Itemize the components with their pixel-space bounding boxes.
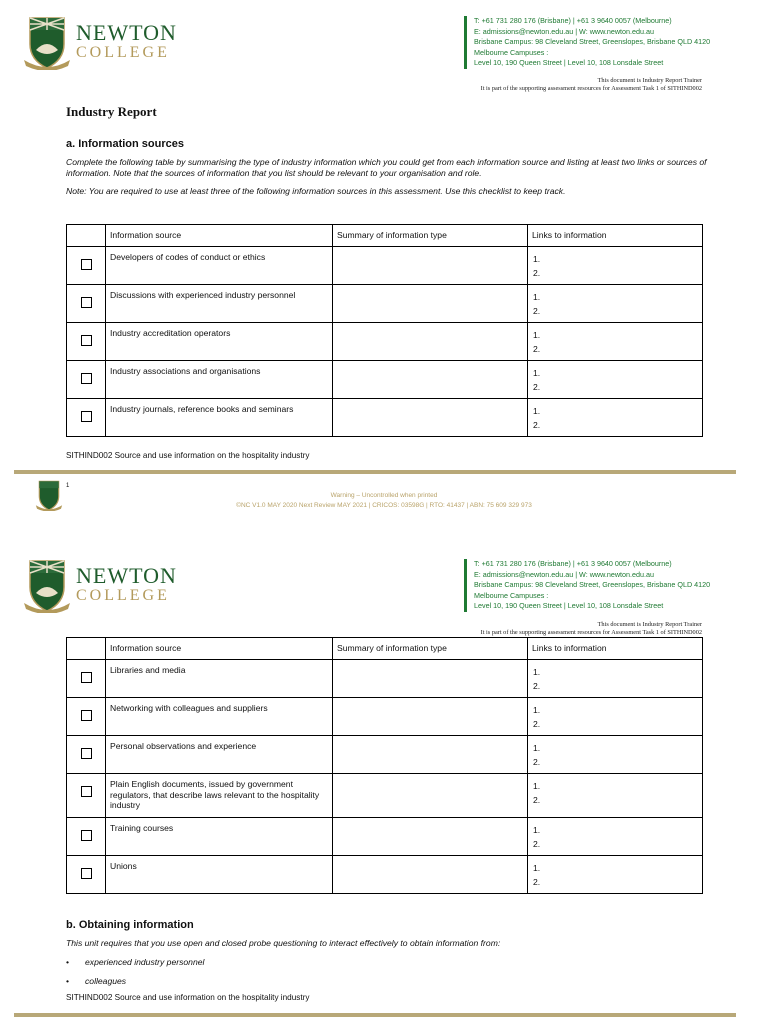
summary-cell[interactable] [333,323,528,361]
table-row [67,698,703,736]
list-item: • experienced industry personnel [66,957,205,967]
source-cell: Industry associations and organisations [106,361,333,399]
contact-block [464,559,710,612]
table-row [67,736,703,774]
summary-cell[interactable] [333,399,528,437]
contact-email-web: E: admissions@newton.edu.au | W: www.newton.edu.au [474,26,655,36]
document-note [481,621,702,636]
table-row [67,247,703,285]
source-cell: Personal observations and experience [106,736,333,774]
row-checkbox[interactable] [67,361,106,399]
links-cell[interactable] [528,660,703,698]
link-1[interactable]: 1. [533,781,541,791]
checkbox-icon[interactable] [81,259,92,270]
row-checkbox[interactable] [67,698,106,736]
summary-cell[interactable] [333,736,528,774]
checkbox-icon[interactable] [81,710,92,721]
table-row [67,856,703,894]
checkbox-icon[interactable] [81,672,92,683]
college-logo [22,553,202,617]
contact-phone: T: +61 731 280 176 (Brisbane) | +61 3 9640 0057 (Melbourne) [474,16,672,25]
source-cell: Plain English documents, issued by government regulators, that describe laws relevant to the hospitality industry [106,774,333,818]
logo-name-top: NEWTON [76,563,177,588]
page-number: 1 [66,483,70,489]
row-checkbox[interactable] [67,736,106,774]
row-checkbox[interactable] [67,323,106,361]
summary-cell[interactable] [333,660,528,698]
link-2[interactable]: 2. [533,795,541,805]
link-2[interactable]: 2. [533,420,541,430]
summary-cell[interactable] [333,285,528,323]
summary-cell[interactable] [333,818,528,856]
header-cell: Links to information [528,225,703,247]
row-checkbox[interactable] [67,856,106,894]
source-cell: Developers of codes of conduct or ethics [106,247,333,285]
links-cell[interactable] [528,323,703,361]
bullet-text: colleagues [85,976,127,986]
summary-cell[interactable] [333,698,528,736]
links-cell[interactable] [528,361,703,399]
contact-brisbane: Brisbane Campus: 98 Cleveland Street, Greenslopes, Brisbane QLD 4120 [474,37,711,46]
crest-icon [22,557,72,613]
sources-table-1 [66,224,703,437]
row-checkbox[interactable] [67,774,106,818]
row-checkbox[interactable] [67,818,106,856]
link-1[interactable]: 1. [533,254,541,264]
doc-note-line1: This document is Industry Report Trainer [597,77,702,84]
link-2[interactable]: 2. [533,839,541,849]
links-cell[interactable] [528,818,703,856]
doc-note-line2: It is part of the supporting assessment resources for Assessment Task 1 of SITHIND002 [480,628,702,636]
sources-table-2 [66,637,703,894]
link-1[interactable]: 1. [533,292,541,302]
link-1[interactable]: 1. [533,406,541,416]
warning-text: Warning – Uncontrolled when printed [330,492,438,499]
checkbox-icon[interactable] [81,335,92,346]
contact-melbourne-label: Melbourne Campuses : [474,47,549,57]
unit-footer: SITHIND002 Source and use information on the hospitality industry [66,451,310,460]
section-b-text: This unit requires that you use open and closed probe questioning to interact effectively to obtain information from: [66,938,501,948]
list-item: • colleagues [66,976,127,986]
link-2[interactable]: 2. [533,681,541,691]
header-cell: Summary of information type [333,638,528,660]
table-row [67,774,703,818]
bullet-list [66,957,204,995]
link-1[interactable]: 1. [533,667,541,677]
link-2[interactable]: 2. [533,306,541,316]
checkbox-icon[interactable] [81,297,92,308]
document-note [481,77,702,92]
section-b-heading: b. Obtaining information [66,919,194,931]
unit-footer: SITHIND002 Source and use information on the hospitality industry [66,993,310,1002]
checkbox-icon[interactable] [81,373,92,384]
table-row [67,323,703,361]
instructions: Complete the following table by summarising the type of industry information which you could get from each information source and listing at least two links or sources of information. Note that the sources of information that you list should be relevant to your organisation and role. [66,157,707,178]
source-cell: Libraries and media [106,660,333,698]
contact-block [464,16,710,69]
links-cell[interactable] [528,856,703,894]
header-cell: Links to information [528,638,703,660]
table-row [67,361,703,399]
table-row [67,399,703,437]
contact-brisbane: Brisbane Campus: 98 Cleveland Street, Greenslopes, Brisbane QLD 4120 [474,580,711,589]
link-2[interactable]: 2. [533,344,541,354]
college-logo [22,10,202,74]
header-cell: Summary of information type [333,225,528,247]
logo-name-top: NEWTON [76,20,177,45]
header-cell [67,638,106,660]
checkbox-icon[interactable] [81,411,92,422]
source-cell: Networking with colleagues and suppliers [106,698,333,736]
table-row [67,818,703,856]
header-cell: Information source [106,225,333,247]
links-cell[interactable] [528,399,703,437]
link-1[interactable]: 1. [533,743,541,753]
row-checkbox[interactable] [67,247,106,285]
link-1[interactable]: 1. [533,368,541,378]
links-cell[interactable] [528,247,703,285]
links-cell[interactable] [528,736,703,774]
source-cell: Discussions with experienced industry personnel [106,285,333,323]
link-1[interactable]: 1. [533,825,541,835]
header-cell [67,225,106,247]
source-cell: Training courses [106,818,333,856]
note: Note: You are required to use at least three of the following information sources in this assessment. Use this checklist to keep track. [66,186,566,196]
contact-phone: T: +61 731 280 176 (Brisbane) | +61 3 9640 0057 (Melbourne) [474,559,672,568]
table-row [67,285,703,323]
checkbox-icon[interactable] [81,868,92,879]
link-2[interactable]: 2. [533,757,541,767]
source-cell: Unions [106,856,333,894]
doc-note-line1: This document is Industry Report Trainer [597,621,702,628]
row-checkbox[interactable] [67,399,106,437]
checkbox-icon[interactable] [81,748,92,759]
table-row [67,660,703,698]
link-2[interactable]: 2. [533,719,541,729]
row-checkbox[interactable] [67,660,106,698]
footer-rule [14,470,736,474]
version-text: ©NC V1.0 MAY 2020 Next Review MAY 2021 | CRICOS: 03598G | RTO: 41437 | ABN: 75 609 329 973 [236,502,532,509]
summary-cell[interactable] [333,856,528,894]
row-checkbox[interactable] [67,285,106,323]
summary-cell[interactable] [333,774,528,818]
contact-melbourne-label: Melbourne Campuses : [474,590,549,600]
link-2[interactable]: 2. [533,382,541,392]
source-cell: Industry journals, reference books and seminars [106,399,333,437]
checkbox-icon[interactable] [81,830,92,841]
table-header-row [67,638,703,660]
link-1[interactable]: 1. [533,705,541,715]
links-cell[interactable] [528,285,703,323]
link-1[interactable]: 1. [533,863,541,873]
section-a-heading: a. Information sources [66,138,184,150]
doc-note-line2: It is part of the supporting assessment resources for Assessment Task 1 of SITHIND002 [480,84,702,92]
crest-icon [22,14,72,70]
summary-cell[interactable] [333,361,528,399]
page-footer-text [0,491,768,511]
contact-melbourne: Level 10, 190 Queen Street | Level 10, 108 Lonsdale Street [474,58,664,67]
footer-rule [14,1013,736,1017]
page-title: Industry Report [66,104,157,119]
contact-email-web: E: admissions@newton.edu.au | W: www.newton.edu.au [474,569,655,579]
link-2[interactable]: 2. [533,877,541,887]
link-2[interactable]: 2. [533,268,541,278]
logo-name-bottom: COLLEGE [76,587,170,604]
contact-melbourne: Level 10, 190 Queen Street | Level 10, 108 Lonsdale Street [474,601,664,610]
header-cell: Information source [106,638,333,660]
bullet-text: experienced industry personnel [85,957,205,967]
summary-cell[interactable] [333,247,528,285]
links-cell[interactable] [528,698,703,736]
table-header-row [67,225,703,247]
links-cell[interactable] [528,774,703,818]
link-1[interactable]: 1. [533,330,541,340]
checkbox-icon[interactable] [81,786,92,797]
source-cell: Industry accreditation operators [106,323,333,361]
logo-name-bottom: COLLEGE [76,44,170,61]
